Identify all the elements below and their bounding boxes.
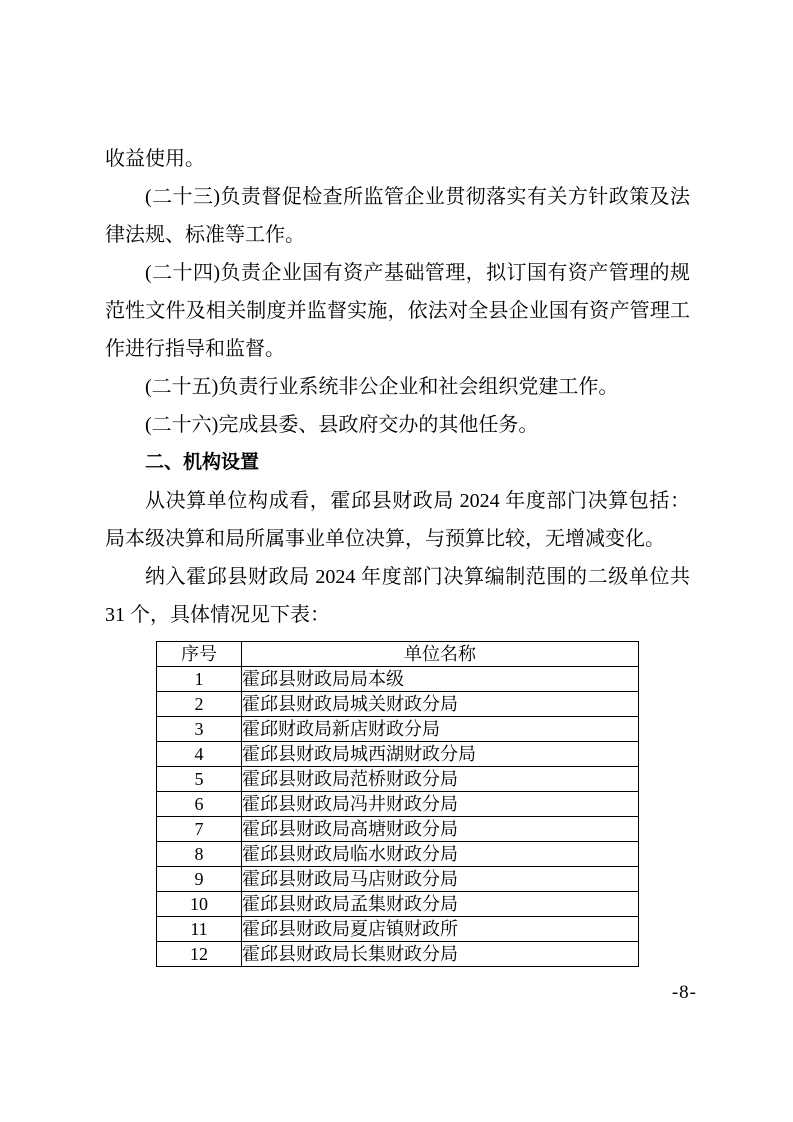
table-row	[157, 867, 639, 892]
table-cell-seq: 8	[157, 842, 242, 867]
table-header-row	[157, 642, 639, 667]
table-cell-seq: 5	[157, 767, 242, 792]
table-cell-name: 霍邱财政局新店财政分局	[242, 717, 639, 742]
table-cell-name: 霍邱县财政局长集财政分局	[242, 942, 639, 967]
table-row	[157, 792, 639, 817]
numbered-item-26: (二十六)完成县委、县政府交办的其他任务。	[145, 414, 539, 436]
table-header-name: 单位名称	[242, 642, 639, 667]
page-number: -8-	[671, 982, 697, 1003]
table-cell-seq: 11	[157, 917, 242, 942]
body-paragraph: 纳入霍邱县财政局 2024 年度部门决算编制范围的二级单位共 31 个，具体情况见下表：	[105, 566, 690, 626]
table-row	[157, 717, 639, 742]
numbered-item-24: (二十四)负责企业国有资产基础管理，拟订国有资产管理的规范性文件及相关制度并监督实施，依法对全县企业国有资产管理工作进行指导和监督。	[105, 262, 690, 360]
table-cell-seq: 1	[157, 667, 242, 692]
numbered-item-23: (二十三)负责督促检查所监管企业贯彻落实有关方针政策及法律法规、标准等工作。	[105, 186, 690, 246]
table-cell-name: 霍邱县财政局临水财政分局	[242, 842, 639, 867]
table-row	[157, 917, 639, 942]
table-row	[157, 692, 639, 717]
table-cell-name: 霍邱县财政局城西湖财政分局	[242, 742, 639, 767]
table-cell-name: 霍邱县财政局孟集财政分局	[242, 892, 639, 917]
units-table	[156, 641, 639, 967]
continuation-line: 收益使用。	[105, 148, 205, 170]
table-row	[157, 817, 639, 842]
table-row	[157, 742, 639, 767]
table-cell-seq: 3	[157, 717, 242, 742]
table-cell-name: 霍邱县财政局冯井财政分局	[242, 792, 639, 817]
table-cell-seq: 6	[157, 792, 242, 817]
table-cell-seq: 12	[157, 942, 242, 967]
table-row	[157, 767, 639, 792]
table-cell-seq: 10	[157, 892, 242, 917]
table-header-seq: 序号	[157, 642, 242, 667]
table-cell-name: 霍邱县财政局马店财政分局	[242, 867, 639, 892]
numbered-item-25: (二十五)负责行业系统非公企业和社会组织党建工作。	[145, 376, 619, 398]
table-cell-name: 霍邱县财政局夏店镇财政所	[242, 917, 639, 942]
document-content	[105, 140, 690, 967]
table-cell-seq: 4	[157, 742, 242, 767]
table-cell-name: 霍邱县财政局范桥财政分局	[242, 767, 639, 792]
table-cell-seq: 7	[157, 817, 242, 842]
table-cell-name: 霍邱县财政局城关财政分局	[242, 692, 639, 717]
table-cell-seq: 2	[157, 692, 242, 717]
table-row	[157, 842, 639, 867]
section-heading: 二、机构设置	[145, 452, 260, 473]
table-cell-name: 霍邱县财政局局本级	[242, 667, 639, 692]
body-paragraph: 从决算单位构成看，霍邱县财政局 2024 年度部门决算包括：局本级决算和局所属事业单位决算，与预算比较，无增减变化。	[105, 490, 690, 550]
table-row	[157, 892, 639, 917]
units-table-wrapper	[105, 641, 690, 967]
table-cell-seq: 9	[157, 867, 242, 892]
table-row	[157, 667, 639, 692]
table-row	[157, 942, 639, 967]
table-cell-name: 霍邱县财政局高塘财政分局	[242, 817, 639, 842]
